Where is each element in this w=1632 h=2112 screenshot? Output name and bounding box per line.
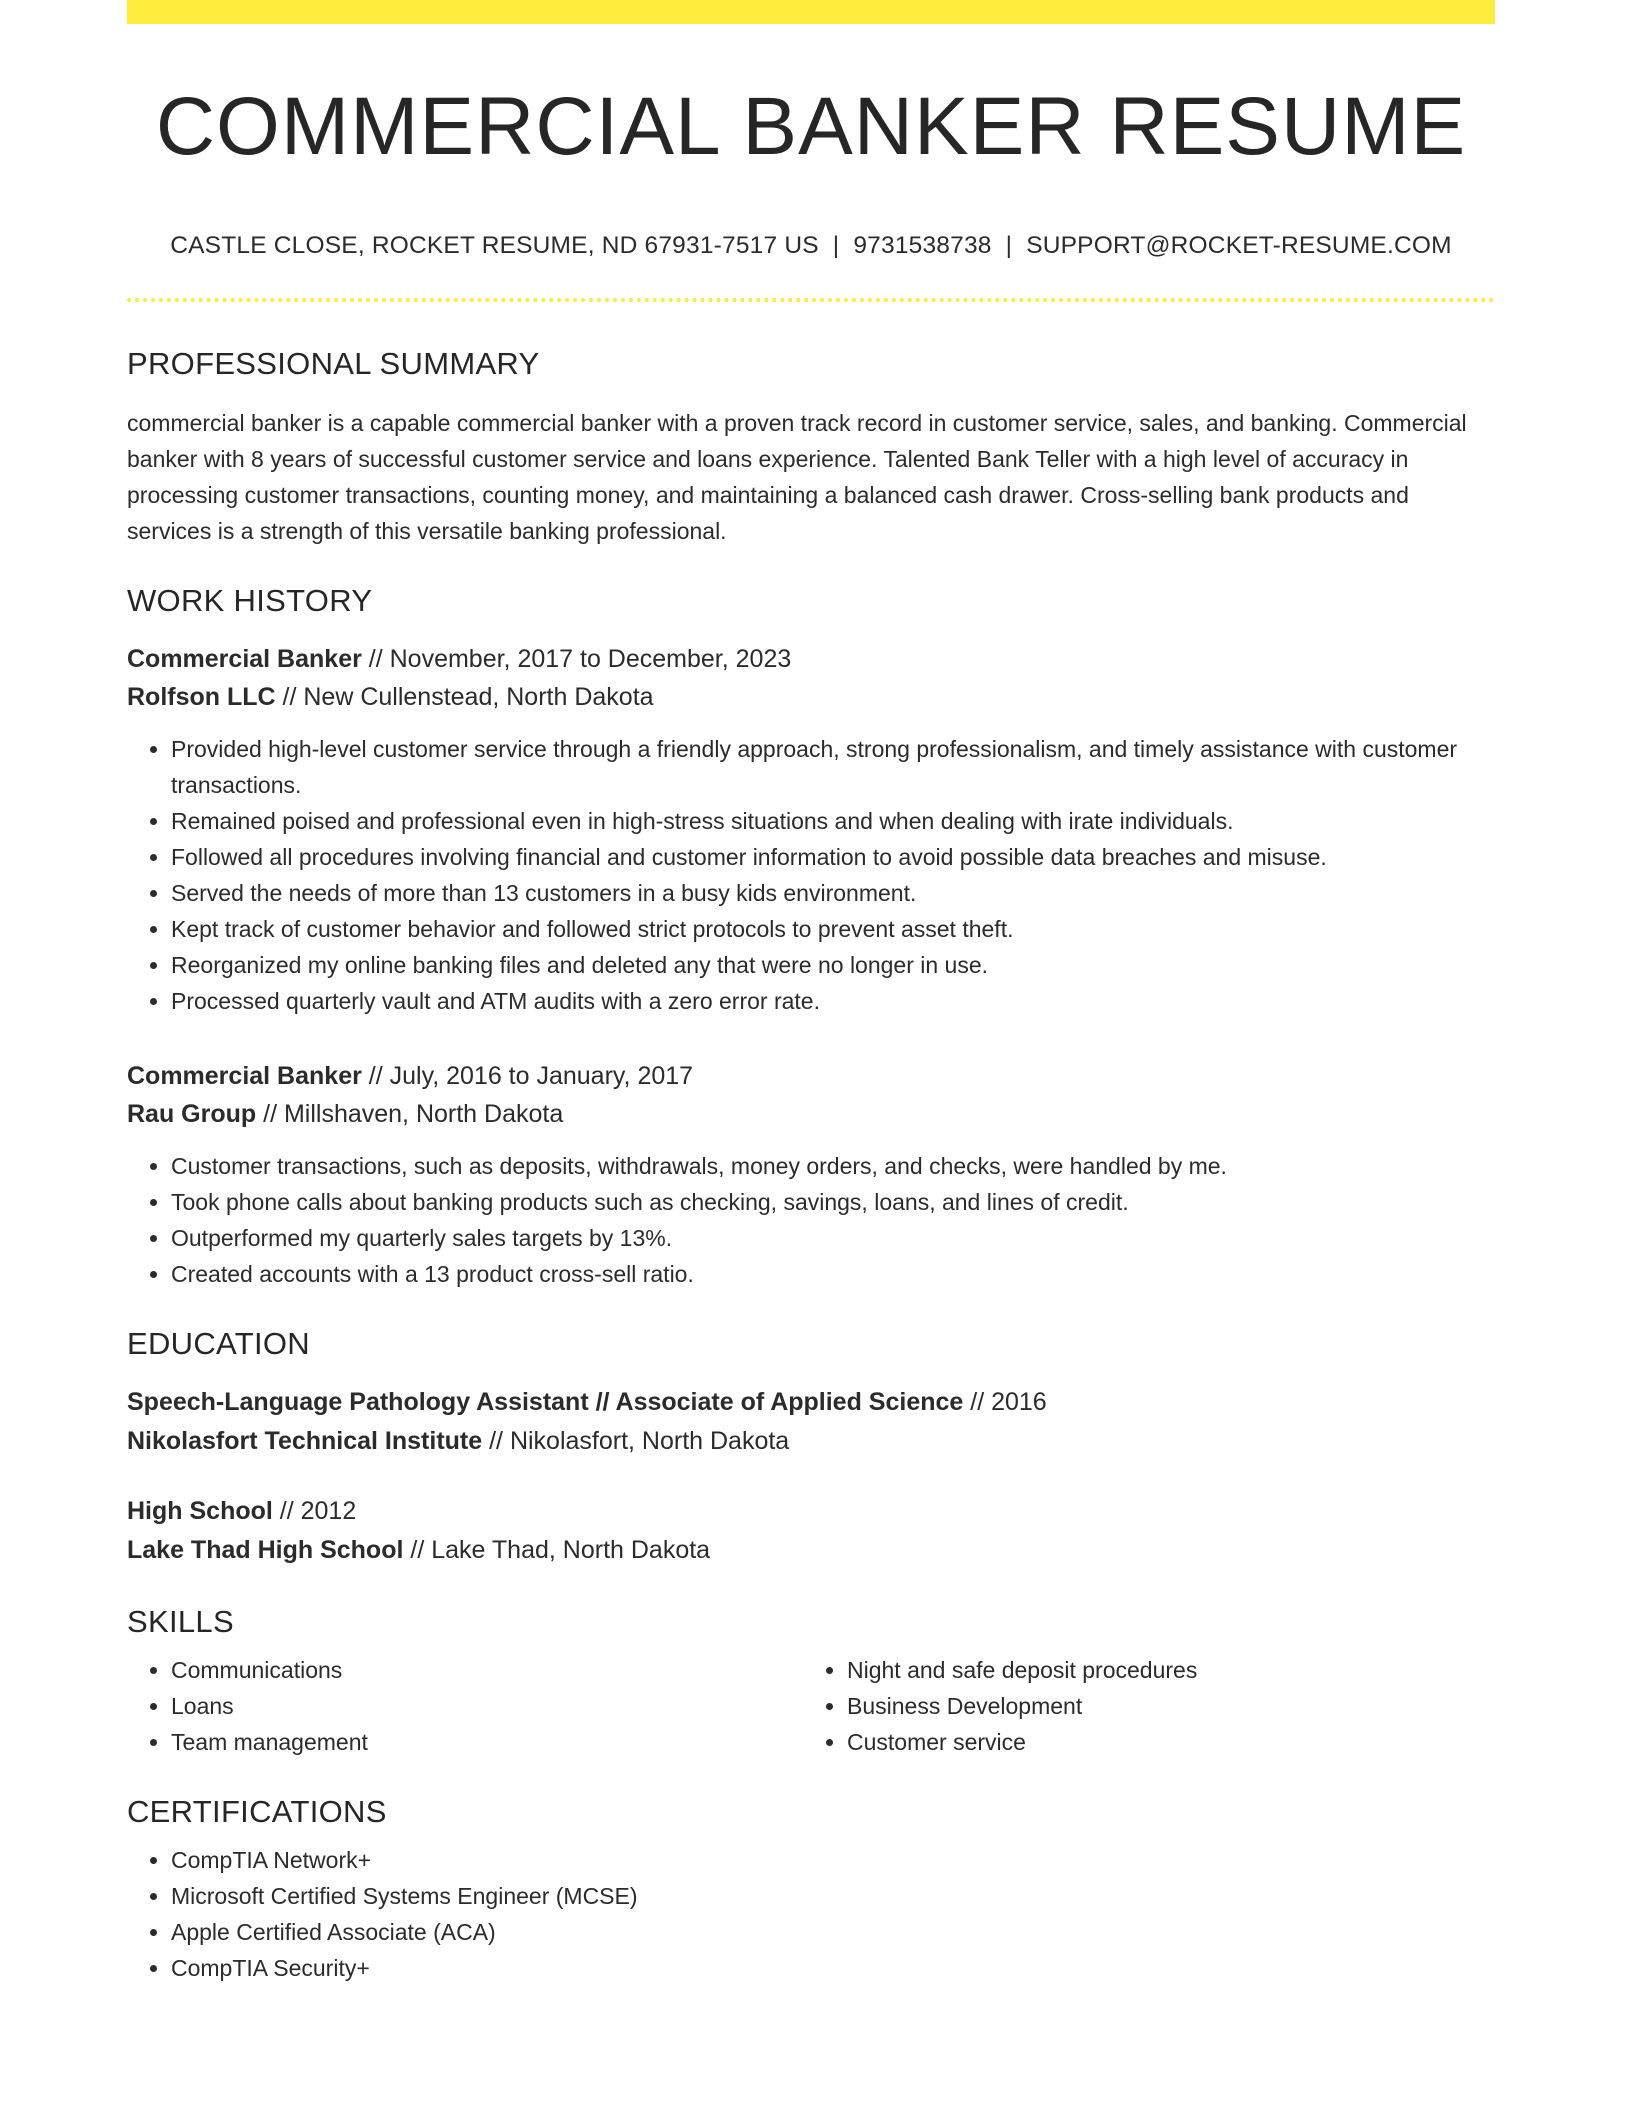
dotted-divider [127,298,1495,302]
education-degree: Speech-Language Pathology Assistant // Associate of Applied Science [127,1387,964,1416]
list-item: • Business Development [847,1688,1477,1724]
contact-separator: | [832,232,840,259]
education-school-line [127,1530,1495,1570]
job-location: // Millshaven, North Dakota [256,1099,564,1128]
education-degree-line [127,1492,1495,1530]
skills-list-right [801,1652,1477,1760]
list-item: • Followed all procedures involving financial and customer information to avoid possible data breaches and misuse. [171,839,1495,875]
list-item: • Team management [171,1724,801,1760]
list-item: • Outperformed my quarterly sales targets by 13%. [171,1220,1495,1256]
job-entry [127,1057,1495,1292]
job-company-line [127,678,1495,716]
list-item: • Reorganized my online banking files and deleted any that were no longer in use. [171,947,1495,983]
job-company: Rau Group [127,1099,257,1128]
job-dates: // July, 2016 to January, 2017 [361,1061,694,1090]
education-heading: EDUCATION [127,1325,310,1361]
list-item: • Night and safe deposit procedures [847,1652,1477,1688]
job-company: Rolfson LLC [127,682,276,711]
list-item: • Provided high-level customer service through a friendly approach, strong professionalism, and timely assistance with customer transactions. [171,731,1495,803]
accent-top-bar [127,0,1495,24]
education-location: // Lake Thad, North Dakota [403,1535,711,1564]
job-title: Commercial Banker [127,644,362,673]
education-year: // 2016 [963,1387,1047,1416]
list-item: • Created accounts with a 13 product cross-sell ratio. [171,1256,1495,1292]
job-title: Commercial Banker [127,1061,362,1090]
job-company-line [127,1095,1495,1133]
list-item: • Communications [171,1652,801,1688]
summary-heading: PROFESSIONAL SUMMARY [127,345,540,381]
list-item: • Loans [171,1688,801,1724]
job-duties-list [127,731,1495,1019]
certifications-list [127,1842,1495,1986]
list-item: • CompTIA Network+ [171,1842,1495,1878]
list-item: • Processed quarterly vault and ATM audits with a zero error rate. [171,983,1495,1019]
job-duties-list [127,1148,1495,1292]
education-location: // Nikolasfort, North Dakota [482,1426,790,1455]
certifications-heading: CERTIFICATIONS [127,1793,387,1829]
skills-heading: SKILLS [127,1603,234,1639]
job-entry [127,640,1495,1019]
education-entry [127,1383,1495,1461]
list-item: • Microsoft Certified Systems Engineer (MCSE) [171,1878,1495,1914]
contact-line [127,234,1495,259]
summary-text: commercial banker is a capable commercial banker with a proven track record in customer service, sales, and banking. Commercial banker with 8 years of successful customer service and loans experience. Talented Bank Teller with a high level of accuracy in processing customer transactions, counting money, and maintaining a balanced cash drawer. Cross-selling bank products and services is a strength of this versatile banking professional. [127,409,1467,544]
list-item: • Apple Certified Associate (ACA) [171,1914,1495,1950]
contact-address: CASTLE CLOSE, ROCKET RESUME, ND 67931-7517 US [170,232,819,259]
skills-grid [127,1652,1495,1760]
list-item: • Customer service [847,1724,1477,1760]
education-year: // 2012 [272,1496,357,1525]
contact-phone: 9731538738 [853,232,992,259]
education-entry [127,1492,1495,1570]
list-item: • Kept track of customer behavior and followed strict protocols to prevent asset theft. [171,911,1495,947]
job-location: // New Cullenstead, North Dakota [275,682,654,711]
education-school-line [127,1421,1495,1461]
education-school: Lake Thad High School [127,1535,404,1564]
job-title-line [127,640,1495,678]
list-item: • Took phone calls about banking products such as checking, savings, loans, and lines of credit. [171,1184,1495,1220]
education-degree-line [127,1383,1495,1421]
skills-list-left [127,1652,801,1760]
education-school: Nikolasfort Technical Institute [127,1426,483,1455]
education-degree: High School [127,1496,273,1525]
resume-title: COMMERCIAL BANKER RESUME [155,81,1467,172]
contact-separator: | [1005,232,1013,259]
resume-page [127,0,1495,1986]
list-item: • Customer transactions, such as deposits, withdrawals, money orders, and checks, were handled by me. [171,1148,1495,1184]
list-item: • Served the needs of more than 13 customers in a busy kids environment. [171,875,1495,911]
list-item: • Remained poised and professional even in high-stress situations and when dealing with irate individuals. [171,803,1495,839]
job-title-line [127,1057,1495,1095]
contact-email: SUPPORT@ROCKET-RESUME.COM [1026,232,1452,259]
job-dates: // November, 2017 to December, 2023 [361,644,792,673]
list-item: • CompTIA Security+ [171,1950,1495,1986]
work-history-heading: WORK HISTORY [127,582,373,618]
